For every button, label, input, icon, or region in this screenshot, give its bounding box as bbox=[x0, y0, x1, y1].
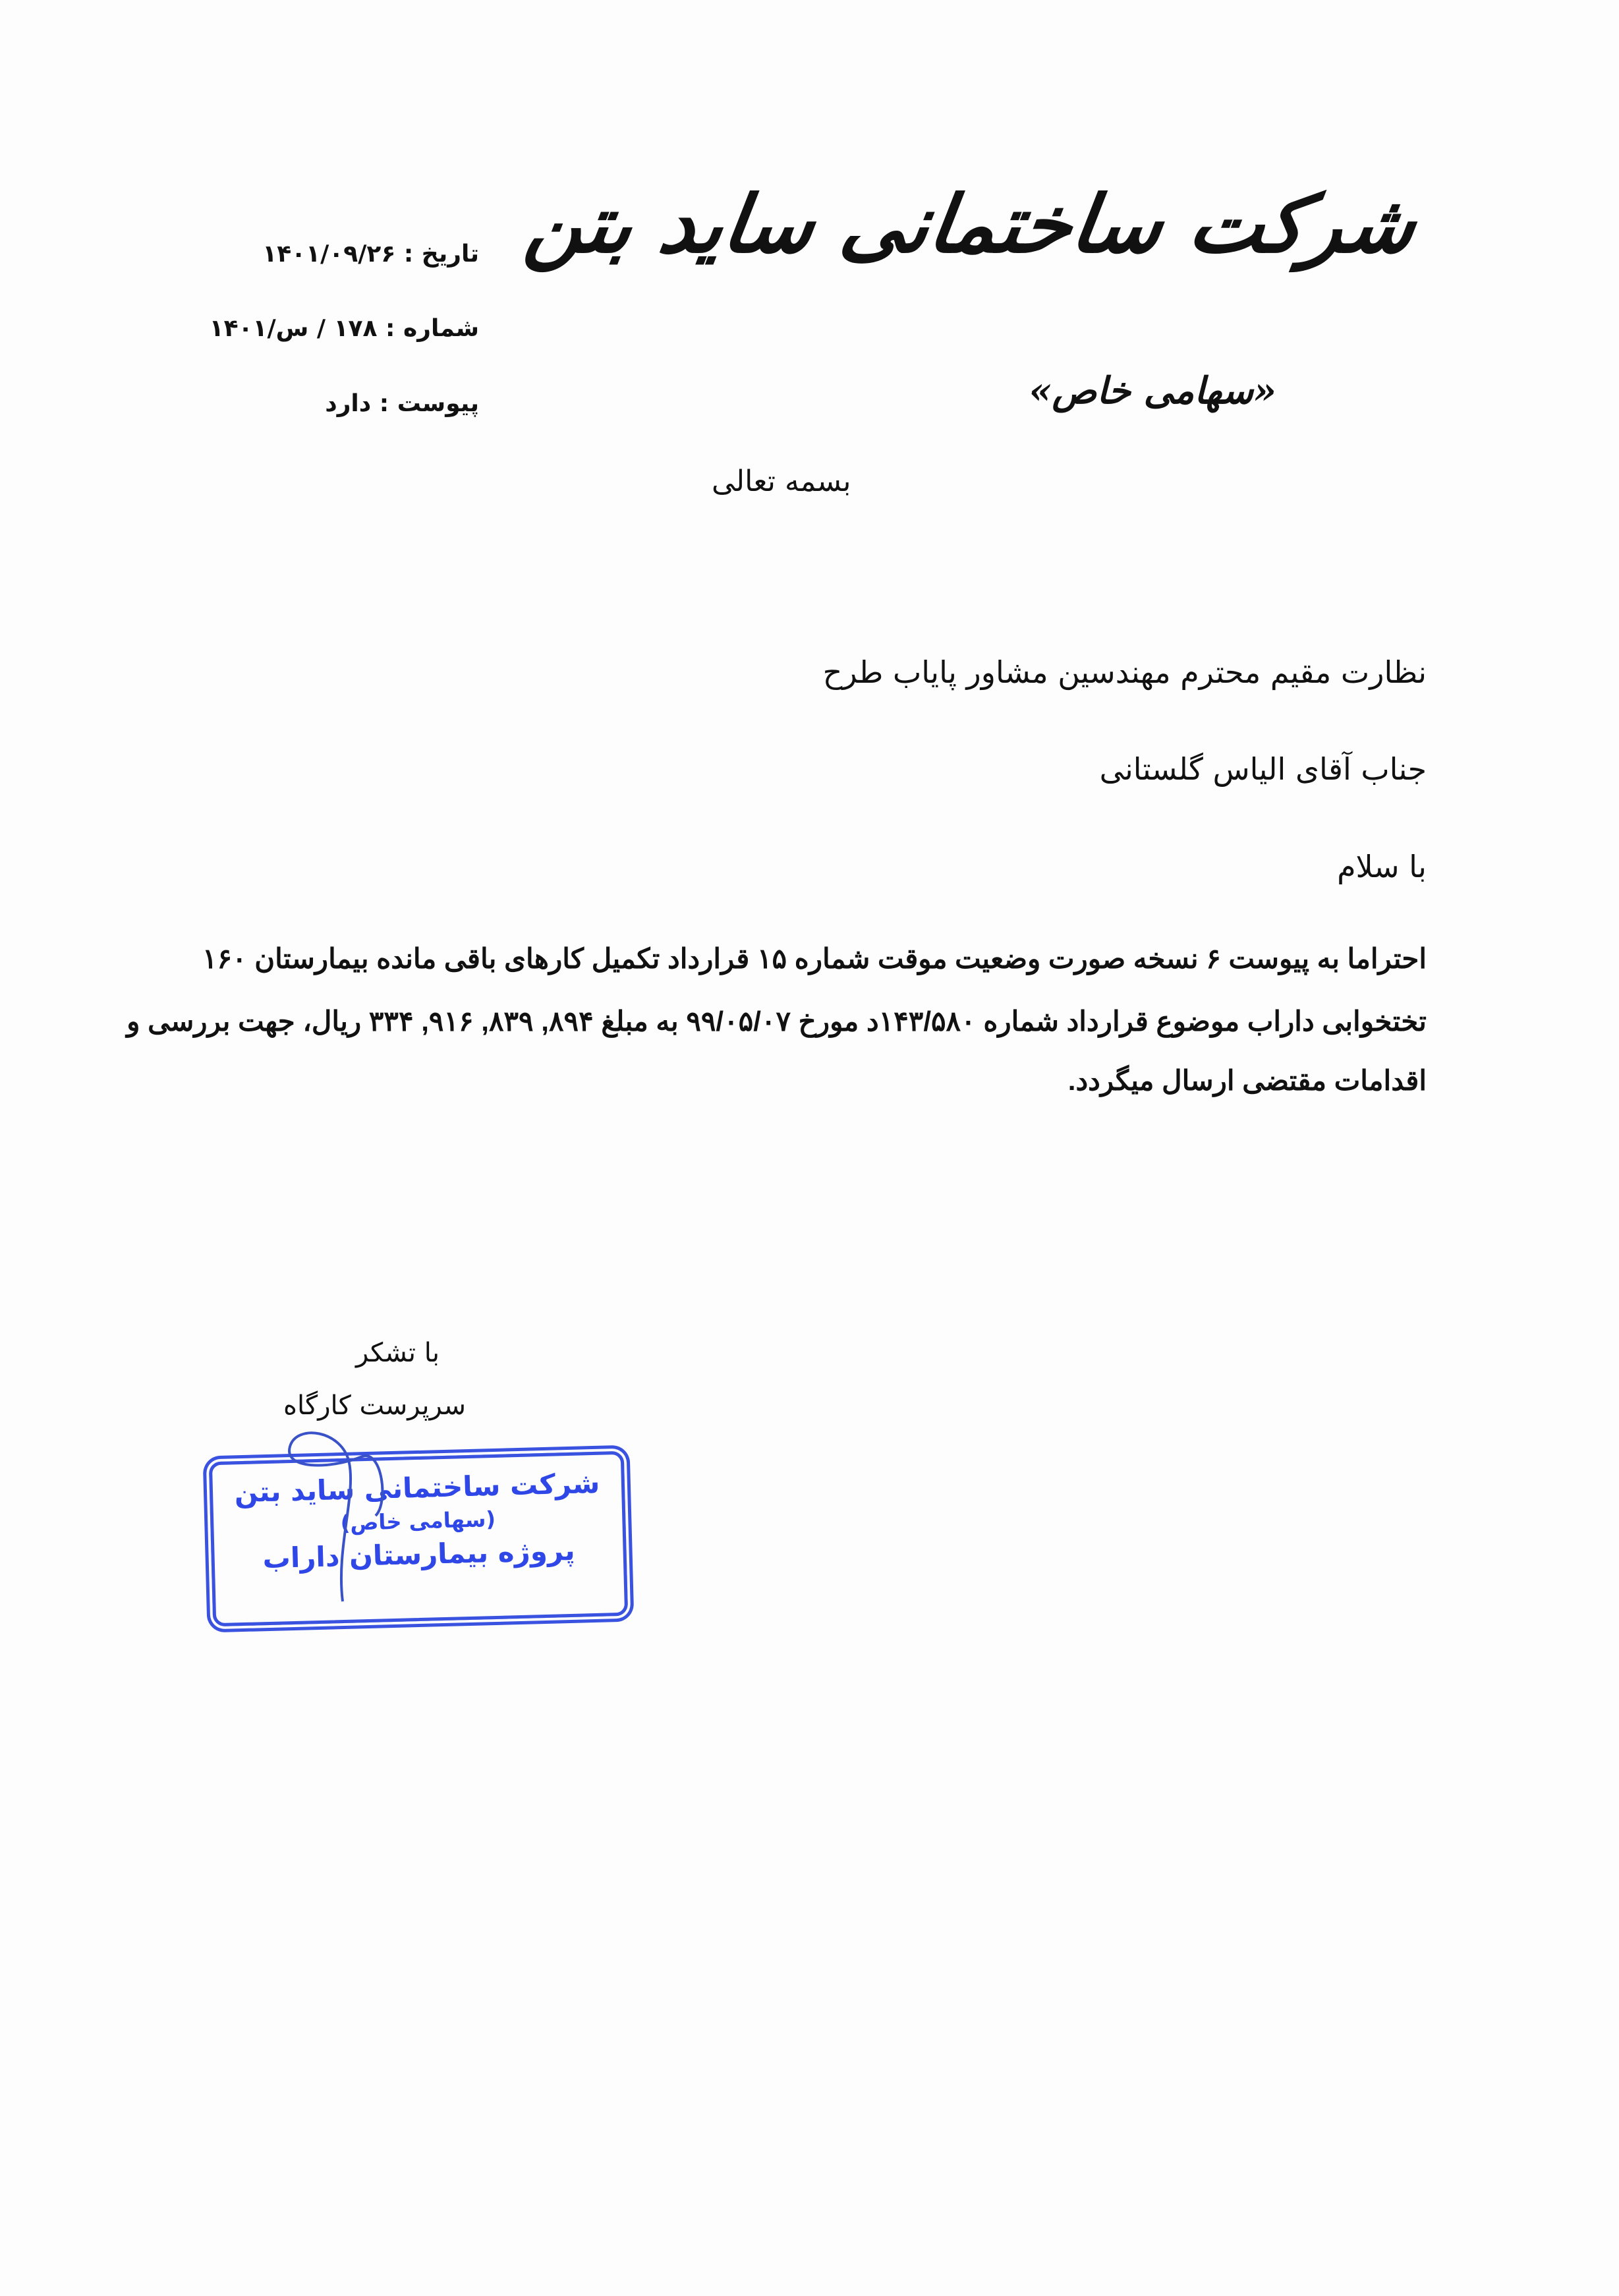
recipient-line-1: نظارت مقیم محترم مهندسین مشاور پایاب طرح bbox=[822, 654, 1427, 690]
letter-attachment: پیوست : دارد bbox=[325, 390, 479, 417]
signatory-title: سرپرست کارگاه bbox=[283, 1391, 467, 1421]
closing: با تشکر bbox=[356, 1338, 440, 1368]
letter-number: شماره : ۱۷۸ / س/۱۴۰۱ bbox=[209, 315, 479, 342]
greeting: با سلام bbox=[1337, 849, 1427, 884]
company-logo-name: شرکت ساختمانی ساید بتن bbox=[519, 178, 1421, 271]
body-line-2: تختخوابی داراب موضوع قرارداد شماره ۱۴۳/۵۸۰د مورخ ۹۹/۰۵/۰۷ به مبلغ ۸۹۴, ۸۳۹, ۹۱۶, ۳۳۴ ریال، جهت بررسی و bbox=[127, 1006, 1427, 1037]
recipient-line-2: جناب آقای الیاس گلستانی bbox=[1099, 751, 1427, 787]
stamp-line-1: شرکت ساختمانی ساید بتن bbox=[234, 1466, 600, 1509]
signature-icon bbox=[270, 1417, 402, 1615]
body-line-1: احتراما به پیوست ۶ نسخه صورت وضعیت موقت شماره ۱۵ قرارداد تکمیل کارهای باقی مانده بیمارستان ۱۶۰ bbox=[202, 943, 1427, 974]
body-line-3: اقدامات مقتضی ارسال میگردد. bbox=[1067, 1065, 1427, 1096]
company-type: «سهامی خاص» bbox=[1029, 369, 1276, 413]
stamp-line-2: (سهامی خاص) bbox=[340, 1507, 496, 1536]
letter-date: تاریخ : ۱۴۰۱/۰۹/۲۶ bbox=[262, 241, 479, 268]
invocation: بسمه تعالی bbox=[712, 465, 851, 498]
stamp-line-3: پروژه بیمارستان داراب bbox=[262, 1534, 576, 1574]
